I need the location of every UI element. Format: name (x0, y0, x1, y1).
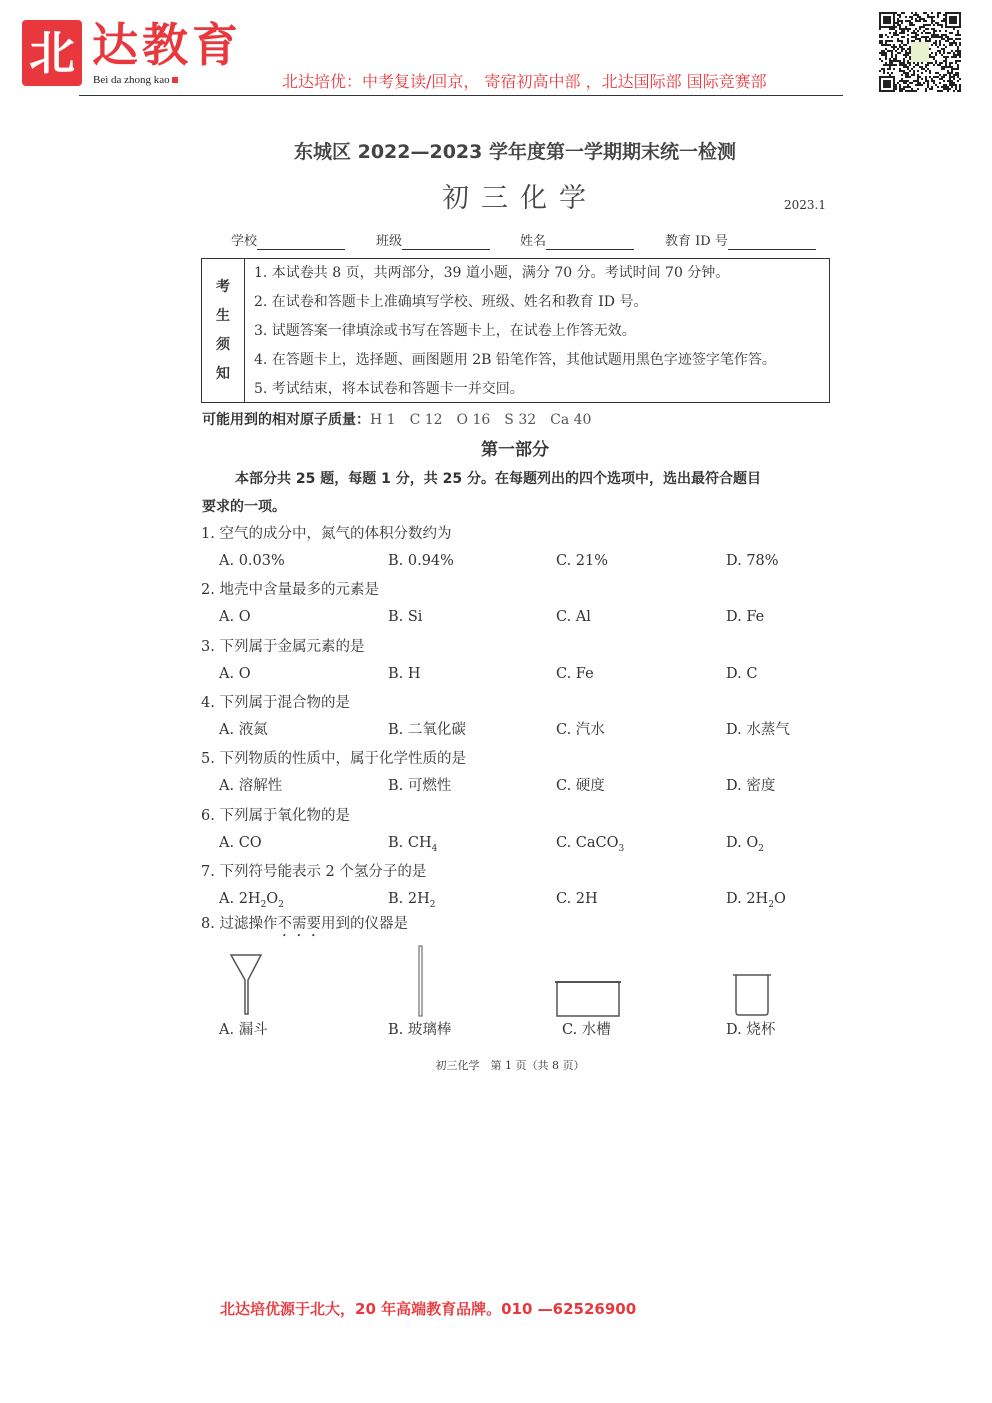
option-text: A. 溶解性 (219, 778, 283, 795)
option-c[interactable] (556, 890, 598, 908)
subscript: 3 (618, 843, 625, 854)
class-field[interactable]: 班级 (376, 234, 490, 250)
question-2-stem: 2. 地壳中含量最多的元素是 (201, 582, 379, 599)
option-text: B. 二氧化碳 (388, 721, 466, 738)
option-a[interactable] (219, 552, 285, 570)
option-text: C. 硬度 (556, 778, 605, 795)
option-d[interactable] (726, 834, 764, 852)
question-7-stem: 7. 下列符号能表示 2 个氢分子的是 (201, 863, 427, 880)
option-b[interactable]: B. 玻璃棒 (388, 1022, 452, 1038)
header-slogan: 北达培优：中考复读/回京， 寄宿初高中部 ，北达国际部 国际竞赛部 (282, 72, 767, 91)
option-text: B. 可燃性 (388, 778, 452, 795)
option-text: A. 2H (219, 890, 261, 907)
option-c[interactable] (556, 608, 591, 626)
exam-subject: 初三化学 (442, 183, 598, 214)
part-intro-cont: 要求的一项。 (202, 499, 286, 515)
logo-text: 达教育 (92, 18, 242, 72)
notice-item: 2. 在试卷和答题卡上准确填写学校、班级、姓名和教育 ID 号。 (254, 294, 648, 310)
option-b[interactable] (388, 777, 451, 795)
option-a[interactable] (219, 665, 251, 683)
option-text: A. CO (219, 834, 262, 851)
option-b[interactable] (388, 721, 466, 739)
question-1-stem: 1. 空气的成分中，氮气的体积分数约为 (201, 526, 452, 542)
exam-notice-box (201, 258, 830, 403)
option-d[interactable] (726, 721, 790, 739)
logo-icon (22, 20, 82, 86)
option-text: O (773, 890, 786, 907)
page-footer: 初三化学 第 1 页（共 8 页） (435, 1059, 585, 1072)
option-a[interactable] (219, 890, 284, 908)
question-5-stem: 5. 下列物质的性质中，属于化学性质的是 (201, 751, 466, 768)
promo-footer: 北达培优源于北大，20 年高端教育品牌。010 —62526900 (220, 1300, 637, 1318)
option-text: C. Fe (556, 665, 594, 682)
option-a[interactable] (219, 777, 282, 795)
option-c[interactable] (556, 552, 608, 570)
option-text: B. CH (388, 834, 432, 851)
option-b[interactable] (388, 890, 435, 908)
qr-code-icon (879, 12, 961, 92)
option-text: A. 液氮 (219, 721, 268, 738)
option-text: D. 水蒸气 (726, 721, 790, 738)
option-d[interactable]: D. 烧杯 (726, 1022, 776, 1038)
option-text: D. 2H (726, 890, 769, 907)
option-c[interactable]: C. 水槽 (562, 1022, 611, 1038)
option-text: B. Si (388, 609, 423, 626)
question-8-stem: 8. 过滤操作不需要用到的仪器是 (201, 916, 408, 932)
option-b[interactable] (388, 665, 421, 683)
option-text: O (266, 890, 279, 907)
option-text: C. 2H (556, 890, 598, 907)
option-b[interactable] (388, 834, 437, 852)
option-text: A. 0.03% (219, 553, 285, 569)
option-d[interactable] (726, 608, 764, 626)
option-d[interactable] (726, 890, 786, 908)
option-b[interactable] (388, 552, 454, 570)
option-c[interactable] (556, 721, 605, 739)
option-text: D. 78% (726, 553, 779, 569)
option-a[interactable] (219, 608, 251, 626)
notice-item: 1. 本试卷共 8 页，共两部分，39 道小题，满分 70 分。考试时间 70 分钟。 (254, 265, 730, 281)
option-d[interactable] (726, 552, 779, 570)
school-field[interactable]: 学校 (231, 234, 345, 250)
option-a[interactable]: A. 漏斗 (219, 1022, 268, 1038)
option-b[interactable] (388, 608, 422, 626)
exam-title: 东城区 2022—2023 学年度第一学期期末统一检测 (294, 141, 736, 163)
notice-item: 4. 在答题卡上，选择题、画图题用 2B 铅笔作答，其他试题用黑色字迹签字笔作答。 (254, 352, 776, 368)
option-text: D. C (726, 665, 758, 682)
option-text: B. H (388, 665, 421, 682)
subscript: 2 (758, 843, 764, 854)
part-intro: 本部分共 25 题，每题 1 分，共 25 分。在每题列出的四个选项中，选出最符合题目 (235, 471, 761, 487)
logo-pinyin: Beì da zhong kao (93, 74, 178, 87)
subscript: 2 (278, 899, 284, 910)
water-trough-icon (554, 978, 622, 1020)
option-c[interactable] (556, 777, 605, 795)
option-c[interactable] (556, 834, 624, 852)
notice-item: 3. 试题答案一律填涂或书写在答题卡上，在试卷上作答无效。 (254, 323, 636, 339)
option-text: C. 21% (556, 553, 609, 569)
subscript: 2 (429, 899, 436, 910)
option-text: B. 0.94% (388, 553, 454, 569)
question-3-stem: 3. 下列属于金属元素的是 (201, 638, 365, 655)
option-text: D. O (726, 834, 759, 851)
option-d[interactable] (726, 777, 775, 795)
exam-date: 2023.1 (784, 198, 826, 212)
question-6-stem: 6. 下列属于氧化物的是 (201, 807, 350, 824)
option-text: C. CaCO (556, 834, 619, 851)
option-a[interactable] (219, 721, 268, 739)
name-field[interactable]: 姓名 (520, 234, 634, 250)
option-text: C. Al (556, 609, 591, 626)
option-text: B. 2H (388, 890, 430, 907)
subscript: 2 (260, 899, 267, 910)
subscript: 2 (768, 899, 774, 910)
glass-rod-icon (416, 944, 426, 1018)
option-text: C. 汽水 (556, 721, 605, 738)
notice-label: 考 生 须 知 (202, 259, 245, 402)
notice-item: 5. 考试结束，将本试卷和答题卡一并交回。 (254, 381, 524, 397)
funnel-icon (228, 952, 264, 1018)
atomic-mass-line: 可能用到的相对原子质量：H 1 C 12 O 16 S 32 Ca 40 (202, 412, 592, 428)
part-title: 第一部分 (481, 440, 549, 460)
question-4-stem: 4. 下列属于混合物的是 (201, 694, 350, 711)
option-text: A. O (219, 665, 251, 682)
logo-char: 北 (29, 26, 75, 80)
option-text: D. Fe (726, 609, 765, 626)
option-text: A. O (219, 609, 251, 626)
beaker-icon (730, 972, 774, 1018)
option-a[interactable] (219, 834, 262, 852)
option-text: D. 密度 (726, 778, 776, 795)
option-c[interactable] (556, 665, 594, 683)
header-divider (79, 95, 843, 96)
option-d[interactable] (726, 665, 757, 683)
id-field[interactable]: 教育 ID 号 (665, 234, 816, 250)
subscript: 4 (431, 843, 438, 854)
